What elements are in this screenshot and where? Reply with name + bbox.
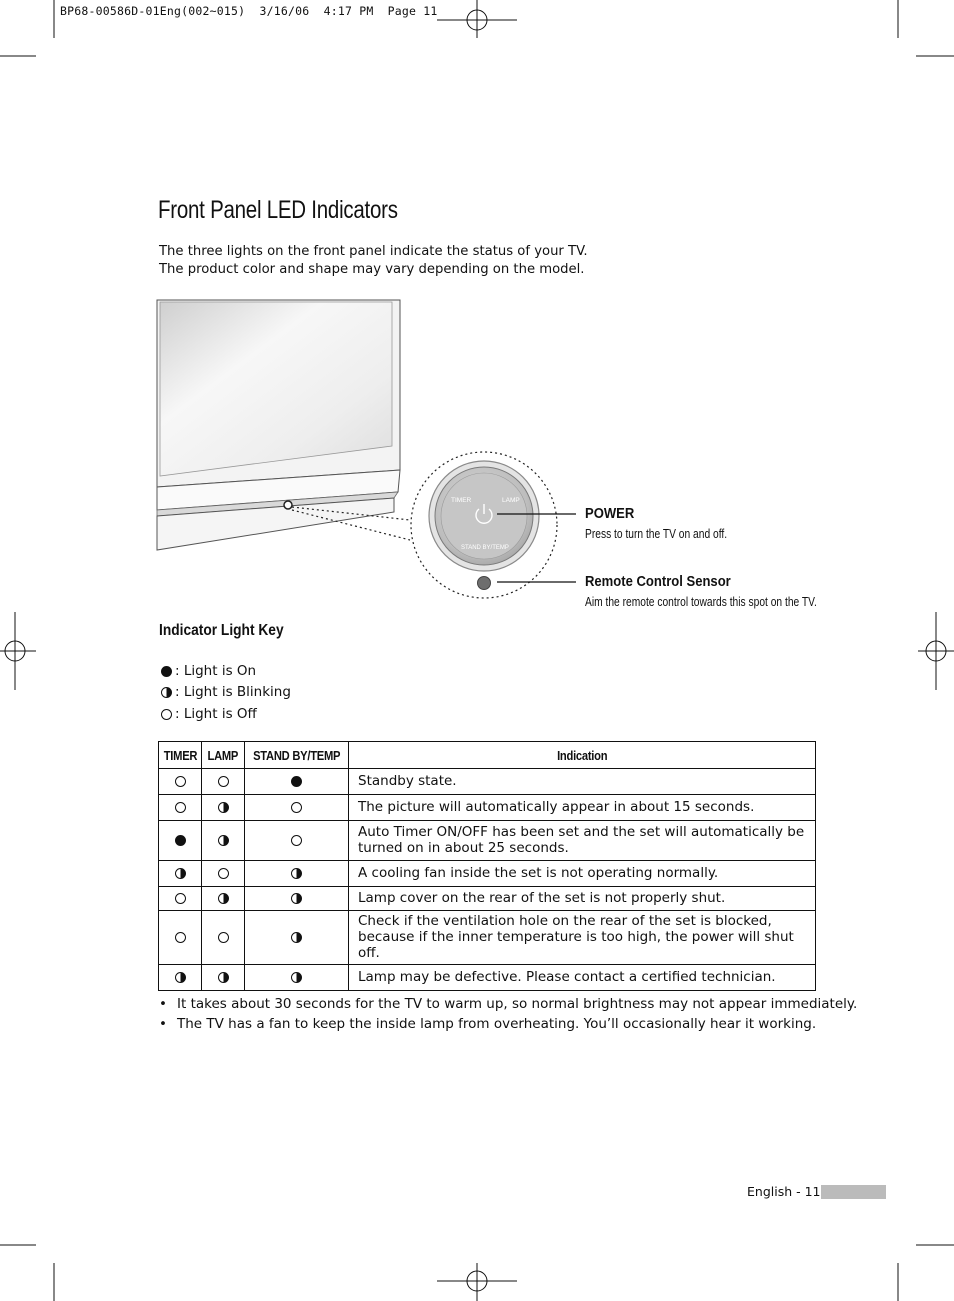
timer-status-cell: [159, 861, 202, 887]
light-off-icon: [175, 776, 186, 787]
standby-status-cell: [245, 965, 349, 991]
timer-status-cell: [159, 965, 202, 991]
standby-status-cell: [245, 861, 349, 887]
indicator-table: [158, 741, 816, 991]
light-blinking-icon: [218, 972, 229, 983]
light-blinking-icon: [291, 972, 302, 983]
indication-cell: Check if the ventilation hole on the rear of the set is blocked, because if the inner temperature is too high, the power will shut off.: [349, 911, 816, 965]
indication-cell: Auto Timer ON/OFF has been set and the set will automatically be turned on in about 25 seconds.: [349, 821, 816, 861]
legend-off: [161, 706, 257, 722]
standby-led-label: STAND BY/TEMP: [461, 545, 509, 551]
table-row: [159, 911, 816, 965]
legend-blink-label: : Light is Blinking: [175, 684, 291, 700]
legend-blink: [161, 684, 291, 700]
light-off-icon: [218, 868, 229, 879]
table-row: [159, 769, 816, 795]
lamp-status-cell: [202, 911, 245, 965]
tv-body: [157, 300, 400, 550]
lamp-status-cell: [202, 861, 245, 887]
column-header: STAND BY/TEMP: [245, 742, 349, 769]
remote-sensor-icon: [478, 577, 491, 590]
intro-text: [159, 243, 588, 279]
light-blinking-icon: [218, 802, 229, 813]
light-blinking-icon: [161, 687, 172, 698]
light-on-icon: [161, 666, 172, 677]
footer-bar: [821, 1185, 886, 1199]
light-on-icon: [291, 776, 302, 787]
list-item: • It takes about 30 seconds for the TV to warm up, so normal brightness may not appear immediately.: [159, 996, 858, 1012]
light-off-icon: [291, 835, 302, 846]
light-blinking-icon: [175, 868, 186, 879]
power-callout-desc: Press to turn the TV on and off.: [585, 527, 728, 541]
table-row: [159, 821, 816, 861]
sensor-callout-desc: Aim the remote control towards this spot on the TV.: [585, 595, 817, 609]
light-blinking-icon: [291, 868, 302, 879]
timer-status-cell: [159, 795, 202, 821]
legend-on-label: : Light is On: [175, 663, 257, 679]
standby-status-cell: [245, 769, 349, 795]
standby-status-cell: [245, 795, 349, 821]
timer-status-cell: [159, 769, 202, 795]
lamp-status-cell: [202, 769, 245, 795]
indicator-key-heading: Indicator Light Key: [159, 622, 284, 639]
light-blinking-icon: [291, 893, 302, 904]
indication-cell: Standby state.: [349, 769, 816, 795]
lamp-status-cell: [202, 821, 245, 861]
indication-cell: Lamp may be defective. Please contact a certified technician.: [349, 965, 816, 991]
indication-cell: Lamp cover on the rear of the set is not properly shut.: [349, 887, 816, 911]
standby-status-cell: [245, 887, 349, 911]
light-blinking-icon: [218, 835, 229, 846]
table-row: [159, 795, 816, 821]
page-number: English - 11: [747, 1184, 821, 1199]
legend-on: [161, 663, 256, 679]
legend-off-label: : Light is Off: [175, 706, 257, 722]
light-blinking-icon: [291, 932, 302, 943]
table-row: [159, 887, 816, 911]
lamp-status-cell: [202, 795, 245, 821]
lamp-led-label: LAMP: [502, 497, 520, 504]
indication-cell: The picture will automatically appear in about 15 seconds.: [349, 795, 816, 821]
light-off-icon: [175, 932, 186, 943]
column-header: LAMP: [202, 742, 245, 769]
standby-status-cell: [245, 911, 349, 965]
power-callout-title: POWER: [585, 506, 635, 522]
light-off-icon: [218, 776, 229, 787]
control-panel-closeup: [429, 461, 539, 590]
timer-status-cell: [159, 911, 202, 965]
timer-status-cell: [159, 887, 202, 911]
timer-led-label: TIMER: [451, 497, 472, 504]
light-blinking-icon: [218, 893, 229, 904]
list-item: • The TV has a fan to keep the inside lamp from overheating. You’ll occasionally hear it working.: [159, 1016, 817, 1032]
notes-list: [159, 994, 857, 1034]
panel-button-icon: [284, 501, 292, 509]
light-off-icon: [218, 932, 229, 943]
page-title: Front Panel LED Indicators: [158, 196, 398, 224]
light-on-icon: [175, 835, 186, 846]
light-blinking-icon: [175, 972, 186, 983]
sensor-callout-title: Remote Control Sensor: [585, 574, 731, 590]
print-slug: BP68-00586D-01Eng(002~015) 3/16/06 4:17 PM Page 11: [60, 4, 438, 18]
intro-line: The three lights on the front panel indicate the status of your TV.: [159, 244, 588, 259]
column-header: Indication: [349, 742, 816, 769]
column-header: TIMER: [159, 742, 202, 769]
table-header-row: [159, 742, 816, 769]
table-row: [159, 965, 816, 991]
light-off-icon: [175, 802, 186, 813]
table-row: [159, 861, 816, 887]
light-off-icon: [161, 709, 172, 720]
light-off-icon: [175, 893, 186, 904]
lamp-status-cell: [202, 887, 245, 911]
indication-cell: A cooling fan inside the set is not operating normally.: [349, 861, 816, 887]
intro-line: The product color and shape may vary depending on the model.: [159, 262, 585, 277]
lamp-status-cell: [202, 965, 245, 991]
front-panel-illustration: [156, 298, 576, 602]
timer-status-cell: [159, 821, 202, 861]
light-off-icon: [291, 802, 302, 813]
standby-status-cell: [245, 821, 349, 861]
